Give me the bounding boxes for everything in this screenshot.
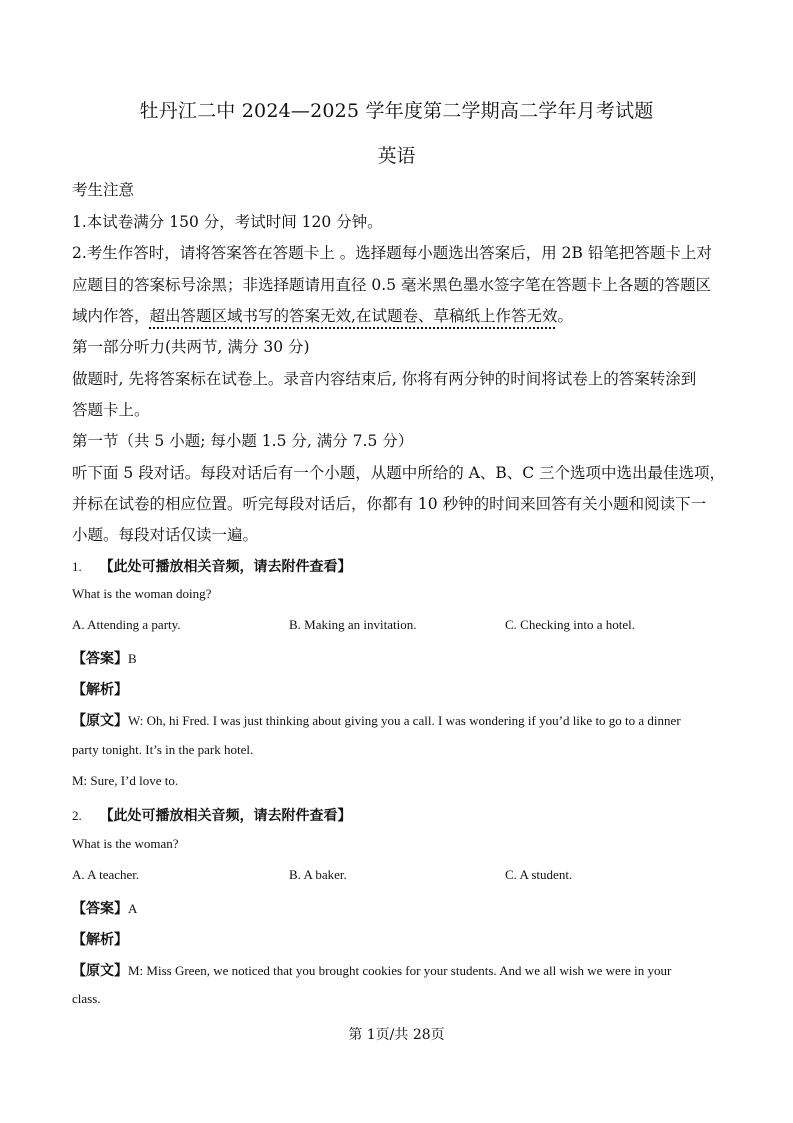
question-1-text: What is the woman doing?	[72, 586, 212, 601]
section1-line-1: 听下面 5 段对话。每段对话后有一个小题，从题中所给的 A、B、C 三个选项中选出最佳选项，	[72, 464, 726, 482]
original-label: 【原文】	[72, 713, 128, 729]
question-number: 1.	[72, 559, 82, 574]
original-text: W: Oh, hi Fred. I was just thinking about giving you a call. I was wondering if you’d like to go to a dinner	[128, 713, 681, 728]
question-2-answer	[72, 898, 137, 918]
question-2-original-line-1	[72, 960, 671, 980]
question-2-header	[72, 805, 352, 825]
notice-item-2-line-3	[72, 304, 573, 326]
section1-line-2: 并标在试卷的相应位置。听完每段对话后，你都有 10 秒钟的时间来回答有关小题和阅读下一	[72, 495, 707, 513]
emphasized-notice: 超出答题区域书写的答案无效,在试题卷、草稿纸上作答无效	[149, 307, 558, 325]
audio-note: 【此处可播放相关音频，请去附件查看】	[99, 808, 352, 824]
question-2-original-line-2: class.	[72, 991, 101, 1006]
question-2-option-b: B. A baker.	[289, 867, 347, 882]
question-1-original-line-3: M: Sure, I’d love to.	[72, 773, 179, 788]
section1-heading: 第一节（共 5 小题; 每小题 1.5 分, 满分 7.5 分）	[72, 432, 414, 450]
audio-note: 【此处可播放相关音频，请去附件查看】	[99, 559, 352, 575]
question-1-option-a: A. Attending a party.	[72, 617, 181, 632]
notice-item-2-line-1: 2.考生作答时，请将答案答在答题卡上 。选择题每小题选出答案后，用 2B 铅笔把答题卡上对	[72, 244, 712, 262]
answer-label: 【答案】	[72, 901, 128, 917]
question-number: 2.	[72, 808, 82, 823]
part1-heading: 第一部分听力(共两节, 满分 30 分)	[72, 338, 310, 356]
answer-label: 【答案】	[72, 651, 128, 667]
subject-title: 英语	[377, 145, 416, 167]
question-1-original-line-2: party tonight. It’s in the park hotel.	[72, 742, 254, 757]
answer-value: B	[128, 651, 137, 666]
answer-value: A	[128, 901, 138, 916]
notice-item-1: 1.本试卷满分 150 分，考试时间 120 分钟。	[72, 213, 383, 231]
question-2-analysis-label: 【解析】	[72, 932, 128, 948]
question-2-option-a: A. A teacher.	[72, 867, 140, 882]
original-label: 【原文】	[72, 963, 128, 979]
part1-instruction-line-1: 做题时, 先将答案标在试卷上。录音内容结束后, 你将有两分钟的时间将试卷上的答案转涂到	[72, 370, 697, 388]
exam-title: 牡丹江二中 2024—2025 学年度第二学期高二学年月考试题	[139, 100, 654, 122]
question-2-option-c: C. A student.	[505, 867, 573, 882]
notice-item-2-line-2: 应题目的答案标号涂黑；非选择题请用直径 0.5 毫米黑色墨水签字笔在答题卡上各题的答题区	[72, 276, 712, 294]
part1-instruction-line-2: 答题卡上。	[72, 401, 150, 419]
notice-heading: 考生注意	[72, 181, 135, 199]
page-number: 第 1页/共 28页	[348, 1027, 445, 1043]
question-1-header	[72, 556, 352, 576]
notice-text: 域内作答，	[72, 307, 150, 325]
question-1-analysis-label: 【解析】	[72, 682, 128, 698]
notice-period: 。	[557, 307, 573, 325]
question-1-original-line-1	[72, 710, 681, 730]
question-2-text: What is the woman?	[72, 836, 179, 851]
question-1-option-b: B. Making an invitation.	[289, 617, 417, 632]
question-1-option-c: C. Checking into a hotel.	[505, 617, 635, 632]
question-1-answer	[72, 648, 137, 668]
section1-line-3: 小题。每段对话仅读一遍。	[72, 526, 259, 544]
original-text: M: Miss Green, we noticed that you brought cookies for your students. And we all wish we were in your	[128, 963, 672, 978]
